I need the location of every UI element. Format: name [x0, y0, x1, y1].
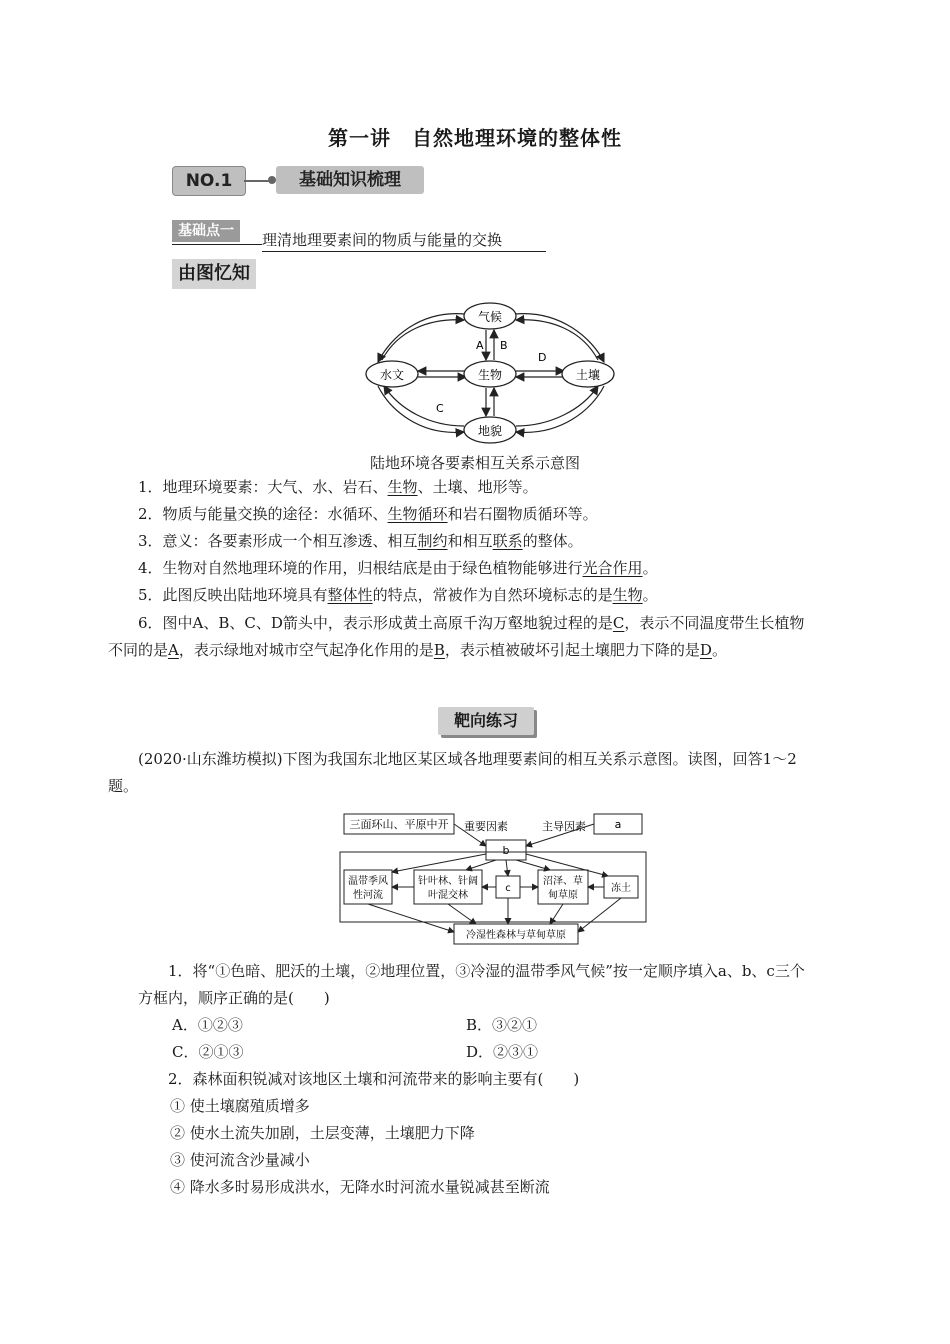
item-text: 1．地理环境要素：大气、水、岩石、 [138, 478, 388, 496]
answer-blank: 联系 [492, 532, 523, 550]
arrow-climate-soil [515, 314, 604, 362]
diagram-caption: 陆地环境各要素相互关系示意图 [369, 454, 580, 472]
answer-blank: 整体性 [327, 586, 373, 604]
question-1-stem: 1．将“①色暗、肥沃的土壤，②地理位置，③冷湿的温带季风气候”按一定顺序填入a、b、c三个方框内，顺序正确的是( ) [138, 962, 805, 1007]
item-text: 6．图中A、B、C、D箭头中，表示形成黄土高原千沟万壑地貌过程的是 [138, 614, 613, 632]
answer-blank: A [168, 641, 179, 659]
label-d: D [538, 351, 547, 364]
item-4 [138, 555, 818, 582]
item-text: 3．意义：各要素形成一个相互渗透、相互 [138, 532, 418, 550]
item-text: 4．生物对自然地理环境的作用，归根结底是由于绿色植物能够进行 [138, 559, 583, 577]
forest-text-2: 叶混交林 [428, 890, 468, 901]
node-hydro-label: 水文 [379, 368, 405, 382]
leading-factor-label: 主导因素 [542, 820, 586, 833]
item-2 [138, 501, 818, 528]
arrow-landform-hydro [384, 386, 464, 426]
item-1 [138, 474, 818, 501]
page-title: 第一讲 自然地理环境的整体性 [328, 126, 622, 150]
label-c: C [436, 402, 444, 415]
item-text: 、土壤、地形等。 [417, 478, 538, 496]
swamp-text-2: 甸草原 [548, 890, 578, 901]
answer-blank: B [433, 641, 445, 659]
terrain-text: 三面环山、平原中开 [349, 818, 449, 831]
intro-text: (2020·山东潍坊模拟)下图为我国东北地区某区域各地理要素间的相互关系示意图。读图，回答1～2题。 [108, 750, 797, 795]
region-diagram [336, 810, 650, 950]
option-b[interactable]: B．③②① [466, 1016, 538, 1034]
answer-blank: 制约 [417, 532, 448, 550]
item-text: 。 [642, 559, 658, 577]
item-5 [138, 582, 818, 609]
item-text: 。 [642, 586, 658, 604]
choice-1: ① 使土壤腐殖质增多 [170, 1097, 310, 1115]
point-rule [172, 244, 262, 245]
answer-blank: D [699, 641, 712, 659]
node-bio-label: 生物 [477, 368, 503, 382]
practice-label: 靶向练习 [438, 707, 534, 735]
node-climate-label: 气候 [477, 310, 503, 324]
forest-text-1: 针叶林、针阔 [418, 876, 478, 887]
item-text: 2．物质与能量交换的途径：水循环、 [138, 505, 388, 523]
option-a[interactable]: A．①②③ [172, 1016, 243, 1034]
item-text: ，表示不同温度带生长植物不同的是 [108, 614, 805, 659]
item-text: ，表示植被破坏引起土壤肥力下降的是 [444, 641, 700, 659]
important-factor-label: 重要因素 [464, 820, 508, 833]
item-text: 的特点，常被作为自然环境标志的是 [372, 586, 613, 604]
item-3 [138, 528, 818, 555]
item-text: 和岩石圈物质循环等。 [447, 505, 598, 523]
item-text: 的整体。 [522, 532, 583, 550]
arrow-b-c [506, 860, 508, 876]
box-a-label: a [614, 818, 622, 831]
box-c-label: c [505, 883, 511, 894]
item-text: 和相互 [447, 532, 493, 550]
arrow-swamp-bottom [550, 904, 563, 924]
arrow-landform-soil [516, 386, 598, 426]
label-a: A [476, 339, 484, 352]
answer-blank: 生物循环 [387, 505, 448, 523]
point-title: 理清地理要素间的物质与能量的交换 [262, 229, 546, 252]
arrow-b-river [392, 854, 486, 872]
river-text-1: 温带季风 [348, 876, 388, 887]
node-landform-label: 地貌 [477, 424, 503, 438]
answer-blank: 光合作用 [582, 559, 643, 577]
choice-4: ④ 降水多时易形成洪水，无降水时河流水量锐减甚至断流 [170, 1178, 550, 1196]
option-d[interactable]: D．②③① [466, 1043, 539, 1061]
option-c[interactable]: C．②①③ [172, 1043, 244, 1061]
item-text: 5．此图反映出陆地环境具有 [138, 586, 328, 604]
item-6 [108, 610, 818, 664]
bottom-text: 冷湿性森林与草甸草原 [466, 930, 566, 941]
choice-2: ② 使水土流失加剧，土层变薄，土壤肥力下降 [170, 1124, 475, 1142]
box-b-label: b [502, 844, 510, 857]
answer-blank: 生物 [387, 478, 418, 496]
arrow-soil-climate [516, 320, 598, 360]
label-b: B [500, 339, 508, 352]
answer-blank: C [612, 614, 625, 632]
item-text: ，表示绿地对城市空气起净化作用的是 [178, 641, 434, 659]
arrow-b-forest [466, 860, 496, 870]
item-text: 。 [711, 641, 727, 659]
answer-blank: 生物 [612, 586, 643, 604]
arrow-river-bottom [368, 904, 454, 932]
node-soil-label: 土壤 [575, 368, 601, 382]
arrow-b-swamp [516, 860, 550, 870]
choice-3: ③ 使河流含沙量减小 [170, 1151, 310, 1169]
sub-heading: 由图忆知 [172, 259, 256, 289]
banner-connector [244, 180, 270, 182]
banner-text: 基础知识梳理 [276, 166, 424, 194]
question-2-stem: 2．森林面积锐减对该地区土壤和河流带来的影响主要有( ) [168, 1070, 580, 1088]
swamp-text-1: 沼泽、草 [543, 876, 583, 887]
point-label: 基础点一 [172, 220, 240, 242]
banner-dot [268, 176, 276, 184]
river-text-2: 性河流 [353, 890, 383, 901]
banner-number: NO.1 [172, 166, 246, 196]
arrow-climate-hydro [378, 314, 465, 362]
arrow-forest-bottom [448, 904, 476, 924]
section-banner [172, 166, 424, 196]
relationship-diagram [360, 298, 620, 448]
permafrost-text: 冻土 [611, 883, 631, 894]
